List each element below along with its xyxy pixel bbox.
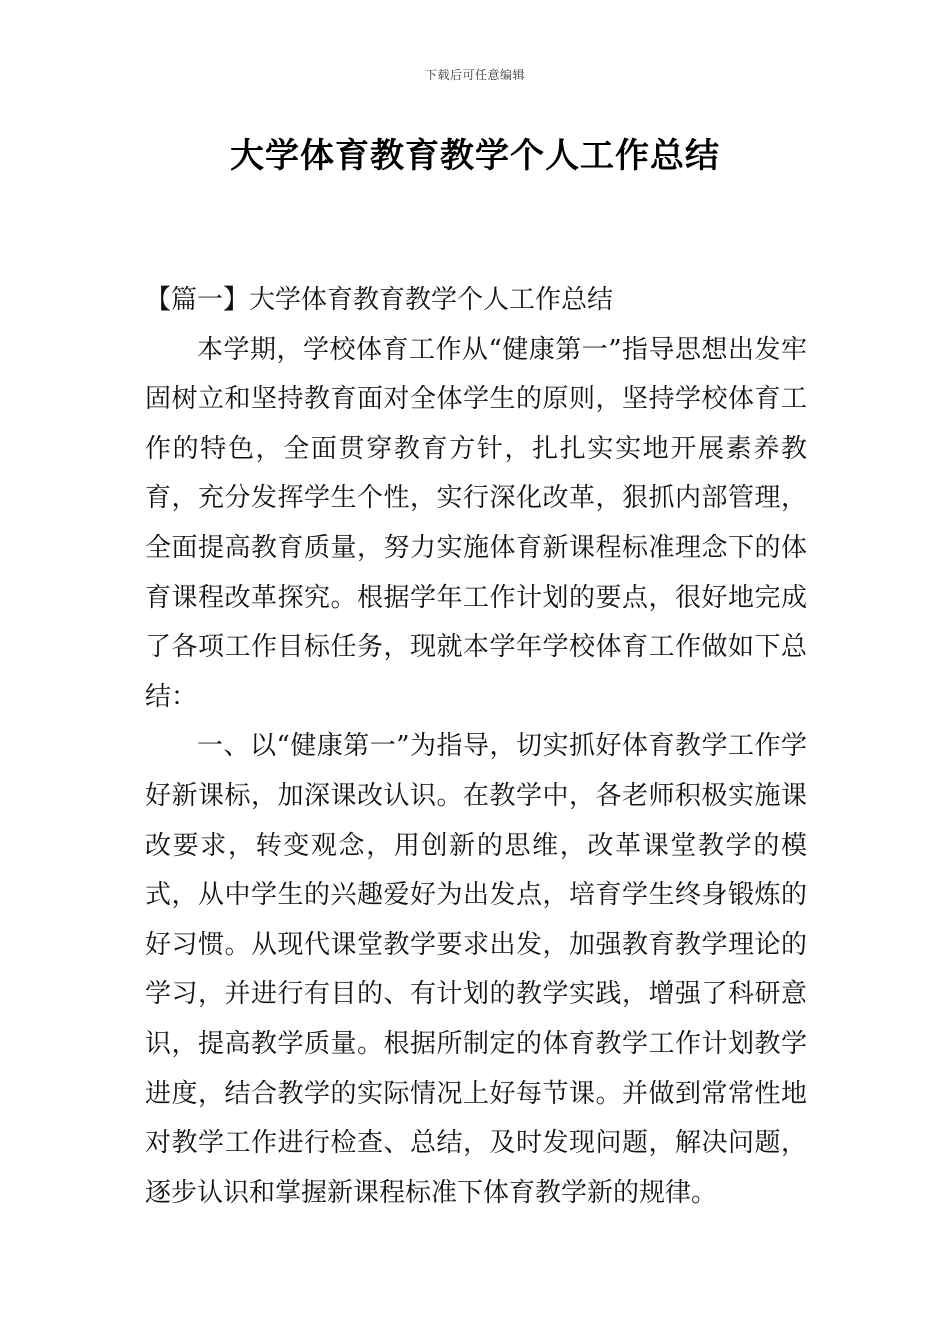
- document-body: [145, 276, 807, 1218]
- header-note: 下载后可任意编辑: [424, 68, 525, 82]
- paragraph-1: 本学期，学校体育工作从“健康第一”指导思想出发牢固树立和坚持教育面对全体学生的原则，坚持学校体育工作的特色，全面贯穿教育方针，扎扎实实地开展素养教育，充分发挥学生个性，实行深化改革，狠抓内部管理，全面提高教育质量，努力实施体育新课程标准理念下的体育课程改革探究。根据学年工作计划的要点，很好地完成了各项工作目标任务，现就本学年学校体育工作做如下总结：: [145, 334, 807, 712]
- document-title: 大学体育教育教学个人工作总结: [230, 136, 720, 176]
- section-heading: 【篇一】大学体育教育教学个人工作总结: [145, 285, 614, 315]
- paragraph-2: 一、以“健康第一”为指导，切实抓好体育教学工作学好新课标，加深课改认识。在教学中，各老师积极实施课改要求，转变观念，用创新的思维，改革课堂教学的模式，从中学生的兴趣爱好为出发点，培育学生终身锻炼的好习惯。从现代课堂教学要求出发，加强教育教学理论的学习，并进行有目的、有计划的教学实践，增强了科研意识，提高教学质量。根据所制定的体育教学工作计划教学进度，结合教学的实际情况上好每节课。并做到常常性地对教学工作进行检查、总结，及时发现问题，解决问题，逐步认识和掌握新课程标准下体育教学新的规律。: [145, 731, 807, 1208]
